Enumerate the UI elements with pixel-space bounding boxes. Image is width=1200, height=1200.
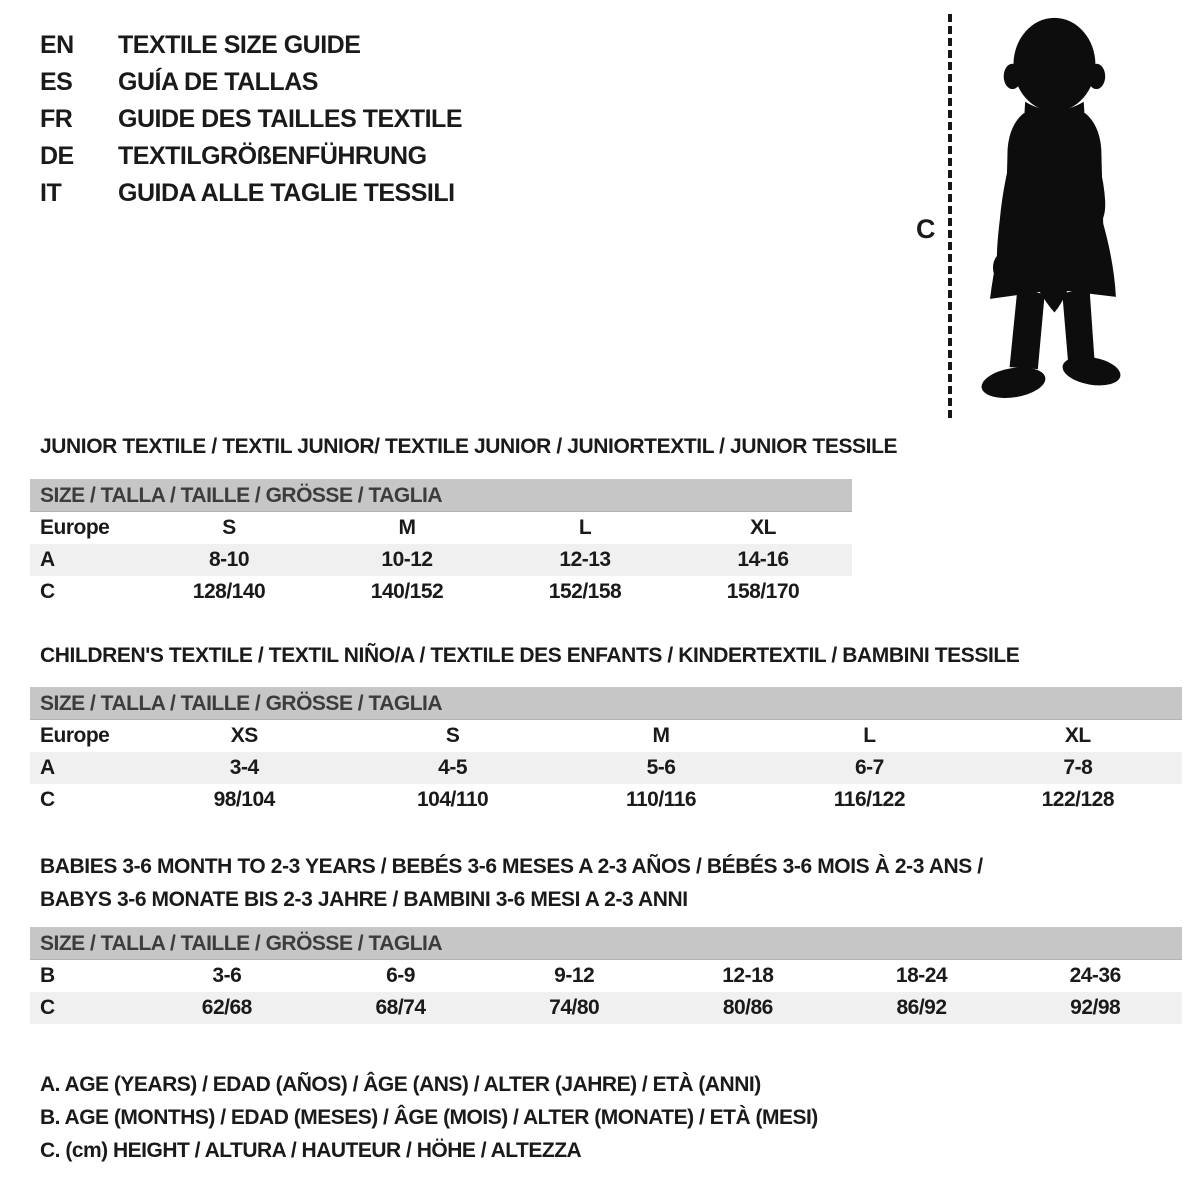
table-cell: 14-16 (737, 548, 789, 571)
language-code: EN (40, 31, 74, 59)
table-cell: 3-6 (212, 964, 242, 987)
row-label: Europe (40, 516, 110, 539)
table-cell: 5-6 (646, 756, 676, 779)
language-row-en (40, 27, 462, 64)
guide-title-de: TEXTILGRÖßENFÜHRUNG (118, 142, 427, 170)
section-title-babies-line1: BABIES 3-6 MONTH TO 2-3 YEARS / BEBÉS 3-6 MESES A 2-3 AÑOS / BÉBÉS 3-6 MOIS À 2-3 ANS / (40, 855, 983, 878)
table-row-height (30, 784, 1182, 816)
table-cell: 158/170 (726, 580, 800, 603)
table-cell: 8-10 (208, 548, 250, 571)
table-cell: 6-7 (854, 756, 884, 779)
size-header-bar: SIZE / TALLA / TAILLE / GRÖSSE / TAGLIA (30, 687, 1182, 720)
table-cell: 9-12 (554, 964, 595, 987)
table-cell: 140/152 (370, 580, 444, 603)
language-row-it (40, 175, 462, 212)
children-size-table (30, 687, 1182, 816)
row-label: A (40, 548, 55, 571)
table-cell: 6-9 (386, 964, 415, 987)
table-cell: 86/92 (896, 996, 947, 1019)
table-row-age-months (30, 960, 1182, 992)
babies-size-table (30, 927, 1182, 1024)
toddler-silhouette (963, 12, 1141, 412)
section-title-children: CHILDREN'S TEXTILE / TEXTIL NIÑO/A / TEXTILE DES ENFANTS / KINDERTEXTIL / BAMBINI TESSILE (40, 644, 1020, 667)
table-cell: 80/86 (722, 996, 773, 1019)
row-label: C (40, 996, 55, 1019)
guide-title-en: TEXTILE SIZE GUIDE (118, 31, 361, 59)
table-cell: S (445, 724, 460, 747)
language-row-fr (40, 101, 462, 138)
table-row-europe (30, 512, 852, 544)
language-code: DE (40, 142, 74, 170)
legend-line-b: B. AGE (MONTHS) / EDAD (MESES) / ÂGE (MOIS) / ALTER (MONATE) / ETÀ (MESI) (40, 1106, 818, 1129)
guide-title-fr: GUIDE DES TAILLES TEXTILE (118, 105, 463, 133)
table-cell: L (578, 516, 592, 539)
language-code: ES (40, 68, 73, 96)
section-title-junior: JUNIOR TEXTILE / TEXTIL JUNIOR/ TEXTILE JUNIOR / JUNIORTEXTIL / JUNIOR TESSILE (40, 435, 898, 458)
size-header-bar: SIZE / TALLA / TAILLE / GRÖSSE / TAGLIA (30, 927, 1182, 960)
table-cell: 92/98 (1070, 996, 1121, 1019)
row-label: Europe (40, 724, 110, 747)
language-row-es (40, 64, 462, 101)
section-title-babies (40, 850, 983, 916)
language-row-de (40, 138, 462, 175)
table-row-europe (30, 720, 1182, 752)
table-cell: 62/68 (201, 996, 252, 1019)
table-cell: 128/140 (192, 580, 266, 603)
height-measure-label: C (916, 214, 935, 244)
table-row-age (30, 544, 852, 576)
table-cell: XS (230, 724, 258, 747)
table-cell: 12-13 (559, 548, 611, 571)
legend-line-c: C. (cm) HEIGHT / ALTURA / HAUTEUR / HÖHE / ALTEZZA (40, 1139, 582, 1162)
table-cell: L (863, 724, 876, 747)
section-title-babies-line2: BABYS 3-6 MONATE BIS 2-3 JAHRE / BAMBINI 3-6 MESI A 2-3 ANNI (40, 888, 688, 911)
legend-line-a: A. AGE (YEARS) / EDAD (AÑOS) / ÂGE (ANS) / ALTER (JAHRE) / ETÀ (ANNI) (40, 1073, 761, 1096)
table-cell: M (398, 516, 416, 539)
guide-title-it: GUIDA ALLE TAGLIE TESSILI (118, 179, 455, 207)
table-cell: 74/80 (549, 996, 600, 1019)
table-cell: 7-8 (1063, 756, 1093, 779)
table-cell: 122/128 (1041, 788, 1115, 811)
language-title-list (40, 27, 462, 212)
table-row-age (30, 752, 1182, 784)
table-cell: 24-36 (1069, 964, 1121, 987)
row-label: B (40, 964, 55, 987)
height-measure-line (948, 14, 952, 418)
table-cell: M (652, 724, 670, 747)
language-code: FR (40, 105, 73, 133)
junior-size-table (30, 479, 852, 608)
table-cell: 12-18 (722, 964, 774, 987)
table-cell: 98/104 (213, 788, 275, 811)
table-cell: 3-4 (229, 756, 259, 779)
table-cell: 18-24 (895, 964, 948, 987)
table-cell: 4-5 (438, 756, 468, 779)
table-cell: XL (1064, 724, 1091, 747)
row-label: A (40, 756, 55, 779)
table-cell: S (222, 516, 236, 539)
table-cell: 152/158 (548, 580, 622, 603)
table-cell: 116/122 (833, 788, 906, 811)
table-row-height (30, 576, 852, 608)
size-header-bar: SIZE / TALLA / TAILLE / GRÖSSE / TAGLIA (30, 479, 852, 512)
language-code: IT (40, 179, 62, 207)
row-label: C (40, 788, 55, 811)
table-cell: XL (750, 516, 776, 539)
table-row-height (30, 992, 1182, 1024)
row-label: C (40, 580, 55, 603)
table-cell: 10-12 (381, 548, 433, 571)
table-cell: 68/74 (375, 996, 426, 1019)
legend (40, 1068, 818, 1167)
guide-title-es: GUÍA DE TALLAS (118, 68, 318, 96)
table-cell: 110/116 (625, 788, 697, 811)
table-cell: 104/110 (416, 788, 489, 811)
